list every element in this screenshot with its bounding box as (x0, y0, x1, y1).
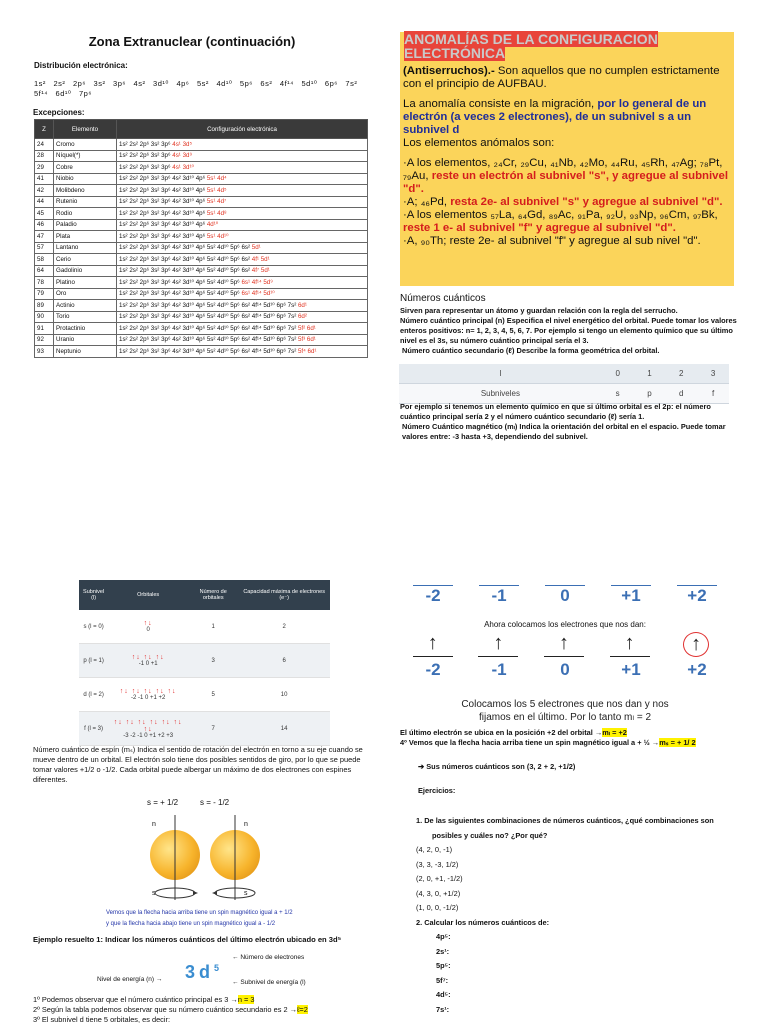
cell-orbitales (108, 644, 188, 678)
step-2-highlight: ℓ=2 (297, 1005, 308, 1014)
cell-config (117, 208, 368, 220)
cell-z: 92 (35, 334, 54, 346)
config-base: 1s² 2s² 2p⁶ 3s² 3p⁶ 4s² 3d¹⁰ 4p⁶ 5s² 4d¹⁰ 5p⁶ 6s² (119, 255, 252, 263)
config-base: 1s² 2s² 2p⁶ 3s² 3p⁶ 4s² 3d¹⁰ 4p⁶ 5s² 4d¹⁰ 5p⁶ (119, 278, 242, 286)
table-row (79, 678, 330, 712)
cell-z: 28 (35, 150, 54, 162)
table-row (35, 265, 368, 277)
config-anomaly: 4s¹ 3d⁹ (172, 152, 193, 160)
config-item: 2s¹: (436, 946, 450, 956)
bullet-2-rule: resta 2e- al subnivel "s" y agregue al subnivel "d". (450, 196, 723, 208)
sublevel-l-cell: 0 (602, 364, 634, 384)
config-anomaly: 5f² 6d¹ (297, 324, 316, 332)
sublevel-l-cell: 2 (665, 364, 697, 384)
qn-intro: Sirven para representar un átomo y guardan relación con la regla del serrucho. (400, 306, 678, 315)
orbital-table (79, 580, 330, 746)
step-1 (33, 995, 383, 1005)
table-row (79, 712, 330, 746)
last-electron-line-2 (400, 738, 740, 748)
config-base: 1s² 2s² 2p⁶ 3s² 3p⁶ 4s² 3d¹⁰ 4p⁶ (119, 198, 207, 206)
config-base: 1s² 2s² 2p⁶ 3s² 3p⁶ 4s² 3d¹⁰ 4p⁶ (119, 221, 207, 229)
exercise-2: 2. Calcular los números cuánticos de: (416, 917, 550, 927)
ml-value: +2 (687, 660, 707, 679)
spin-negative-label: s = - 1/2 (200, 798, 230, 807)
bullet-1-elements: ·A los elementos, ₂₄Cr, ₂₉Cu, ₄₁Nb, ₄₂Mo, ₄₄Ru, ₄₅Rh, ₄₇Ag; ₇₈Pt, ₇₉Au, (403, 157, 723, 182)
cell-element: Protactinio (54, 323, 117, 335)
config-item: 4d⁵: (436, 990, 451, 999)
orbital-ml-values: -2 -1 0 +1 +2 (130, 695, 166, 701)
anomalies-title (404, 32, 704, 60)
ml-cell (545, 585, 585, 606)
orbital-arrows: ↑↓ (143, 620, 153, 627)
cell-num-orbitales: 3 (188, 644, 238, 678)
cell-element: Actinio (54, 300, 117, 312)
ml-cell (413, 585, 453, 606)
example-2p: Por ejemplo si tenemos un elemento químico en que si último orbital es el 2p: el número cuántico principal sería 2 y el número cuántico secundario (ℓ) sería 1. (400, 402, 711, 421)
spin-positive-label: s = + 1/2 (147, 798, 179, 807)
config-base: 1s² 2s² 2p⁶ 3s² 3p⁶ 4s² 3d¹⁰ 4p⁶ 5s² 4d¹⁰ 5p⁶ 6s² 4f¹⁴ 5d¹⁰ 6p⁶ 7s² (119, 301, 298, 309)
config-anomaly: 5s¹ 4d¹⁰ (206, 232, 229, 240)
ml-cell (677, 585, 717, 606)
place-electrons-text: Ahora colocamos los electrones que nos dan: (484, 620, 646, 629)
cell-z: 29 (35, 162, 54, 174)
cell-capacidad: 6 (238, 644, 330, 678)
cell-config (117, 265, 368, 277)
col-subnivel: Subnivel (l) (79, 580, 108, 610)
cell-config (117, 150, 368, 162)
cell-config (117, 242, 368, 254)
config-base: 1s² 2s² 2p⁶ 3s² 3p⁶ 4s² 3d¹⁰ 4p⁶ 5s² 4d¹⁰ 5p⁶ (119, 290, 242, 298)
cell-config (117, 254, 368, 266)
cell-config (117, 139, 368, 151)
ml-cell (677, 660, 717, 680)
config-anomaly: 5f⁴ 6d¹ (297, 347, 317, 355)
table-row (35, 323, 368, 335)
col-config: Configuración electrónica (117, 120, 368, 139)
cell-element: Uranio (54, 334, 117, 346)
combination-item: (4, 2, 0, -1) (416, 845, 453, 854)
cell-z: 79 (35, 288, 54, 300)
config-base: 1s² 2s² 2p⁶ 3s² 3p⁶ (119, 152, 173, 160)
example-paragraph (400, 402, 740, 442)
ml-cell (611, 660, 651, 680)
cell-element: Rodio (54, 208, 117, 220)
config-anomaly: 5f³ 6d¹ (297, 336, 316, 344)
cell-config (117, 323, 368, 335)
col-element: Elemento (54, 120, 117, 139)
ml-value: -1 (491, 660, 507, 679)
ml-value: -2 (425, 660, 441, 679)
col-capacidad: Capacidad máxima de electrones (e⁻) (238, 580, 330, 610)
table-row (35, 300, 368, 312)
cell-capacidad: 10 (238, 678, 330, 712)
anomaly-b: por lo general de un electrón (a veces 2 electrones), de un subnivel s a un subnivel d (403, 98, 707, 136)
step-1-highlight: n = 3 (237, 995, 255, 1004)
label-num-electrons-text: Número de electrones (240, 954, 305, 961)
label-sublevel: ← Subnivel de energía (l) (232, 979, 306, 986)
cell-element: Platino (54, 277, 117, 289)
ml-value: -1 (491, 586, 507, 605)
cell-num-orbitales: 5 (188, 678, 238, 712)
anomalous-heading: Los elementos anómalos son: (403, 137, 555, 149)
config-item: 5p⁵: (436, 961, 451, 970)
last-electron-text-2: 4º Vemos que la flecha hacia arriba tiene un spin magnético igual a + ½ → (400, 738, 660, 747)
orbital-3d-label (185, 962, 223, 983)
config-anomaly: 5d¹ (251, 244, 261, 252)
config-base: 1s² 2s² 2p⁶ 3s² 3p⁶ 4s² 3d¹⁰ 4p⁶ (119, 232, 207, 240)
config-anomaly: 6d¹ (297, 301, 307, 309)
table-row (35, 231, 368, 243)
exercise-1: 1. De las siguientes combinaciones de números cuánticos, ¿qué combinaciones son (416, 816, 714, 825)
cell-element: Oro (54, 288, 117, 300)
bullet-2-elements: ·A; ₄₆Pd, (403, 196, 451, 208)
ml-value: +2 (687, 586, 707, 605)
sublevel-name-cell: Subniveles (399, 384, 602, 404)
config-base: 1s² 2s² 2p⁶ 3s² 3p⁶ (119, 140, 173, 148)
bullet-3-elements: ·A los elementos ₅₇La, ₆₄Gd, ₈₉Ac, ₉₁Pa, ₉₂U, ₉₃Np, ₉₆Cm, ₉₇Bk, (403, 209, 718, 221)
config-base: 1s² 2s² 2p⁶ 3s² 3p⁶ 4s² 3d¹⁰ 4p⁶ (119, 175, 207, 183)
exceptions-table (34, 119, 368, 358)
bullet-1 (403, 157, 733, 196)
electron-arrows-row (400, 632, 730, 657)
config-anomaly: 6d² (297, 313, 307, 321)
cell-config (117, 173, 368, 185)
colocamos-line-1: Colocamos los 5 electrones que nos dan y nos (461, 699, 669, 710)
config-item: 7s¹: (436, 1004, 450, 1014)
col-orbitales: Orbitales (108, 580, 188, 610)
last-electron-line-1 (400, 728, 740, 738)
cell-subnivel: d (l = 2) (79, 678, 108, 712)
config-base: 1s² 2s² 2p⁶ 3s² 3p⁶ 4s² 3d¹⁰ 4p⁶ 5s² 4d¹⁰ 5p⁶ 6s² 4f¹⁴ 5d¹⁰ 6p⁶ 7s² (119, 313, 298, 321)
cell-z: 58 (35, 254, 54, 266)
ml-cell (479, 660, 519, 680)
config-base: 1s² 2s² 2p⁶ 3s² 3p⁶ 4s² 3d¹⁰ 4p⁶ 5s² 4d¹⁰ 5p⁶ 6s² 4f¹⁴ 5d¹⁰ 6p⁶ 7s² (119, 324, 298, 332)
cell-element: Plata (54, 231, 117, 243)
qn-secundario: Número cuántico secundario (ℓ) Describe la forma geométrica del orbital. (402, 346, 660, 355)
cell-config (117, 196, 368, 208)
config-anomaly: 4f¹ 5d¹ (251, 255, 270, 263)
label-num-electrons: ← Número de electrones (232, 954, 305, 961)
sublevel-l-cell: l (399, 364, 602, 384)
cell-config (117, 185, 368, 197)
cell-element: Gadolinio (54, 265, 117, 277)
orbital-arrows: ↑↓ ↑↓ ↑↓ ↑↓ ↑↓ (119, 688, 177, 695)
table-row (35, 185, 368, 197)
config-anomaly: 5s¹ 4d⁵ (206, 186, 227, 194)
cell-z: 47 (35, 231, 54, 243)
ms-highlight: mₛ = + 1/ 2 (659, 738, 696, 747)
magnetic-row-top (400, 585, 730, 606)
config-anomaly: 6s¹ 4f¹⁴ 5d⁹ (241, 278, 273, 286)
cell-element: Cobre (54, 162, 117, 174)
label-energy-level-text: Nivel de energía (n) (97, 976, 155, 983)
config-anomaly: 5s¹ 4d⁷ (206, 198, 227, 206)
distribution-label: Distribución electrónica: (34, 61, 128, 70)
config-base: 1s² 2s² 2p⁶ 3s² 3p⁶ 4s² 3d¹⁰ 4p⁶ (119, 186, 207, 194)
example-1-heading: Ejemplo resuelto 1: Indicar los números cuánticos del último electrón ubicado en 3d⁵ (33, 935, 342, 944)
cell-z: 91 (35, 323, 54, 335)
label-energy-level: Nivel de energía (n) → (97, 976, 163, 983)
table-row (35, 254, 368, 266)
config-anomaly: 5s¹ 4d⁸ (206, 209, 227, 217)
config-anomaly: 4s¹ 3d¹⁰ (172, 163, 194, 171)
last-electron-text (400, 728, 740, 748)
ml-value: +1 (621, 660, 641, 679)
qn-principal: Número cuántico principal (n) Especifica el nivel energético del orbital. Puede tomar los valores enteros positivos: n= 1, 2, 3, 4, 5, 6, 7. Por ejemplo si tengo un elemento químico que su último nivel es el 3s, su número cuántico principal sería el 3. (400, 316, 737, 345)
electron-up-arrow-icon: ↑ (413, 632, 453, 657)
cell-config (117, 300, 368, 312)
quantum-numbers-body (400, 306, 740, 356)
spin-text: Número cuántico de espín (mₛ) Indica el sentido de rotación del electrón en torno a su eje cuando se mueve dentro de un orbital. El electrón solo tiene dos posibles sentidos de giro, por lo que se puede tomar valores +1/2 o -1/2. Cada orbital puede albergar un máximo de dos electrones con espines diferentes. (33, 745, 363, 784)
cell-z: 44 (35, 196, 54, 208)
table-row (35, 173, 368, 185)
ml-value: 0 (560, 586, 570, 605)
example-steps (33, 995, 383, 1025)
cell-z: 78 (35, 277, 54, 289)
config-base: 1s² 2s² 2p⁶ 3s² 3p⁶ 4s² 3d¹⁰ 4p⁶ (119, 209, 207, 217)
table-row (35, 242, 368, 254)
step-1-text: 1º Podemos observar que el número cuántico principal es 3 → (33, 995, 238, 1004)
table-row (35, 288, 368, 300)
cell-num-orbitales: 7 (188, 712, 238, 746)
electron-up-arrow-icon: ↑ (544, 632, 584, 657)
step-2-text: 2º Según la tabla podemos observar que su número cuántico secundario es 2 → (33, 1005, 297, 1014)
cell-orbitales (108, 678, 188, 712)
distribution-line: 1s² 2s² 2p⁶ 3s² 3p⁶ 4s² 3d¹⁰ 4p⁶ 5s² 4d¹⁰ 5p⁶ 6s² 4f¹⁴ 5d¹⁰ 6p⁶ 7s² 5f¹⁴ 6d¹⁰ 7p⁶ (34, 79, 358, 98)
cell-element: Paladio (54, 219, 117, 231)
config-anomaly: 6s¹ 4f¹⁴ 5d¹⁰ (241, 290, 275, 298)
config-base: 1s² 2s² 2p⁶ 3s² 3p⁶ 4s² 3d¹⁰ 4p⁶ 5s² 4d¹⁰ 5p⁶ 6s² (119, 267, 252, 275)
cell-subnivel: f (l = 3) (79, 712, 108, 746)
cell-z: 57 (35, 242, 54, 254)
orbital-arrows: ↑↓ ↑↓ ↑↓ (131, 654, 165, 661)
intro-text: Son aquellos que no cumplen estrictamente con el principio de AUFBAU. (403, 65, 720, 90)
colocamos-line-2: fijamos en el último. Por lo tanto mₗ = 2 (478, 712, 652, 723)
combination-item: (3, 3, -3, 1/2) (416, 859, 459, 869)
orbital-ml-values: 0 (146, 627, 150, 633)
cell-z: 90 (35, 311, 54, 323)
cell-element: Niobio (54, 173, 117, 185)
electron-up-arrow-icon: ↑ (610, 632, 650, 657)
pole-n-label-2: n (244, 821, 248, 828)
cell-element: Rutenio (54, 196, 117, 208)
cell-element: Níquel(*) (54, 150, 117, 162)
cell-element: Torio (54, 311, 117, 323)
anomalies-body (403, 65, 733, 248)
orbital-3d-superscript: 5 (214, 963, 224, 973)
cell-config (117, 311, 368, 323)
electron-up-arrow-icon: ↑ (478, 632, 518, 657)
orbital-ml-values: -1 0 +1 (138, 661, 158, 667)
cell-element: Cerio (54, 254, 117, 266)
spin-caption-up: Vemos que la flecha hacia arriba tiene un spin magnético igual a + 1/2 (106, 910, 293, 916)
exercises-heading: Ejercicios: (418, 786, 456, 795)
sublevel-l-cell: 1 (634, 364, 666, 384)
ml-value: 0 (560, 660, 570, 679)
cell-config (117, 288, 368, 300)
exercise-1b: posibles y cuáles no? ¿Por qué? (432, 830, 548, 840)
exercises-list (416, 814, 746, 1017)
table-row (35, 219, 368, 231)
table-row (35, 277, 368, 289)
bullet-3-rule: reste 1 e- al subnivel "f" y agregue al subnivel "d". (403, 222, 676, 234)
cell-capacidad: 2 (238, 610, 330, 644)
cell-config (117, 219, 368, 231)
label-sublevel-text: Subnivel de energía (l) (240, 979, 306, 986)
pole-s-label-1: s (152, 890, 156, 897)
sublevel-table (399, 364, 729, 404)
sublevel-l-cell: 3 (697, 364, 729, 384)
cell-z: 24 (35, 139, 54, 151)
last-electron-text-1: El último electrón se ubica en la posición +2 del orbital → (400, 728, 603, 737)
ml-highlight: mₗ = +2 (602, 728, 627, 737)
spin-axes-icon (140, 815, 280, 905)
table-row (35, 346, 368, 358)
step-3: 3º El subnivel d tiene 5 orbitales, es decir: (33, 1015, 171, 1024)
anomalies-title-text: ANOMALÍAS DE LA CONFIGURACION ELECTRÓNICA (404, 31, 658, 61)
quantum-numbers-title: Números cuánticos (400, 293, 486, 304)
col-z: Z (35, 120, 54, 139)
config-item: 5f⁷: (436, 975, 449, 985)
table-row (35, 208, 368, 220)
cell-z: 42 (35, 185, 54, 197)
spin-caption-down: y que la flecha hacia abajo tiene un spin magnético igual a - 1/2 (106, 921, 276, 927)
cell-subnivel: s (l = 0) (79, 610, 108, 644)
config-base: 1s² 2s² 2p⁶ 3s² 3p⁶ 4s² 3d¹⁰ 4p⁶ 5s² 4d¹⁰ 5p⁶ 6s² (119, 244, 252, 252)
table-row (35, 334, 368, 346)
col-num-orbitales: Número de orbitales (188, 580, 238, 610)
cell-config (117, 162, 368, 174)
summary-numbers: ➔ Sus números cuánticos son (3, 2 + 2, +1/2) (418, 762, 576, 771)
orbital-ml-values: -3 -2 -1 0 +1 +2 +3 (123, 732, 174, 739)
cell-z: 64 (35, 265, 54, 277)
sublevel-name-cell: p (634, 384, 666, 404)
page-title: Zona Extranuclear (continuación) (88, 34, 296, 49)
cell-element: Neptunio (54, 346, 117, 358)
orbital-3d-text: 3d (185, 962, 215, 982)
config-anomaly: 4s¹ 3d⁵ (172, 140, 193, 148)
sublevel-name-cell: d (665, 384, 697, 404)
cell-orbitales (108, 610, 188, 644)
config-anomaly: 5s¹ 4d⁴ (206, 175, 227, 183)
pole-n-label-1: n (152, 821, 156, 828)
cell-element: Lantano (54, 242, 117, 254)
cell-element: Cromo (54, 139, 117, 151)
config-anomaly: 4f⁷ 5d¹ (251, 267, 270, 275)
sublevel-name-cell: f (697, 384, 729, 404)
combination-item: (1, 0, 0, -1/2) (416, 903, 459, 912)
colocamos-text (400, 698, 730, 724)
cell-orbitales (108, 712, 188, 746)
anomalies-intro (403, 65, 733, 91)
orbital-arrows: ↑↓ ↑↓ ↑↓ ↑↓ ↑↓ ↑↓ ↑↓ (113, 718, 183, 733)
ml-cell (479, 585, 519, 606)
electron-up-arrow-icon: ↑ (683, 632, 709, 657)
cell-num-orbitales: 1 (188, 610, 238, 644)
bullet-3 (403, 209, 733, 235)
table-row (35, 139, 368, 151)
anomaly-description (403, 98, 733, 137)
anomaly-a: La anomalía consiste en la migración, (403, 98, 598, 110)
ml-value: -2 (425, 586, 441, 605)
combination-item: (4, 3, 0, +1/2) (416, 888, 461, 898)
cell-z: 45 (35, 208, 54, 220)
config-item: 4p⁵: (436, 932, 451, 941)
cell-subnivel: p (l = 1) (79, 644, 108, 678)
config-base: 1s² 2s² 2p⁶ 3s² 3p⁶ 4s² 3d¹⁰ 4p⁶ 5s² 4d¹⁰ 5p⁶ 6s² 4f¹⁴ 5d¹⁰ 6p⁶ 7s² (119, 336, 298, 344)
bullet-4: ·A, ₉₀Th; reste 2e- al subnivel "f" y agregue al sub nivel "d". (403, 235, 701, 247)
cell-config (117, 231, 368, 243)
sublevel-name-cell: s (602, 384, 634, 404)
magnetic-row-bottom (400, 660, 730, 680)
intro-bold: (Antiserruchos).- (403, 65, 495, 77)
config-base: 1s² 2s² 2p⁶ 3s² 3p⁶ 4s² 3d¹⁰ 4p⁶ 5s² 4d¹⁰ 5p⁶ 6s² 4f¹⁴ 5d¹⁰ 6p⁶ 7s² (119, 347, 298, 355)
cell-config (117, 334, 368, 346)
table-row (35, 150, 368, 162)
combination-item: (2, 0, +1, -1/2) (416, 874, 463, 883)
exceptions-label: Excepciones: (33, 108, 85, 117)
bullet-1-rule: reste un electrón al subnivel "s", y agregue al subnivel "d". (403, 170, 729, 195)
ml-cell (611, 585, 651, 606)
cell-z: 89 (35, 300, 54, 312)
cell-z: 41 (35, 173, 54, 185)
ml-cell (413, 660, 453, 680)
table-row (79, 644, 330, 678)
cell-z: 46 (35, 219, 54, 231)
ml-value: +1 (621, 586, 641, 605)
ml-cell (545, 660, 585, 680)
config-anomaly: 4d¹⁰ (206, 221, 219, 229)
bullet-2 (403, 196, 733, 209)
cell-z: 93 (35, 346, 54, 358)
table-row (79, 610, 330, 644)
cell-config (117, 346, 368, 358)
table-row (35, 162, 368, 174)
table-row (35, 196, 368, 208)
qn-magnetico: Número Cuántico magnético (mₗ) Indica la orientación del orbital en el espacio. Puede tomar valores entre: -3 hasta +3, dependiendo del subnivel. (402, 422, 726, 441)
cell-element: Molibdeno (54, 185, 117, 197)
cell-config (117, 277, 368, 289)
pole-s-label-2: s (244, 890, 248, 897)
config-base: 1s² 2s² 2p⁶ 3s² 3p⁶ (119, 163, 173, 171)
step-2 (33, 1005, 383, 1015)
cell-capacidad: 14 (238, 712, 330, 746)
table-row (35, 311, 368, 323)
